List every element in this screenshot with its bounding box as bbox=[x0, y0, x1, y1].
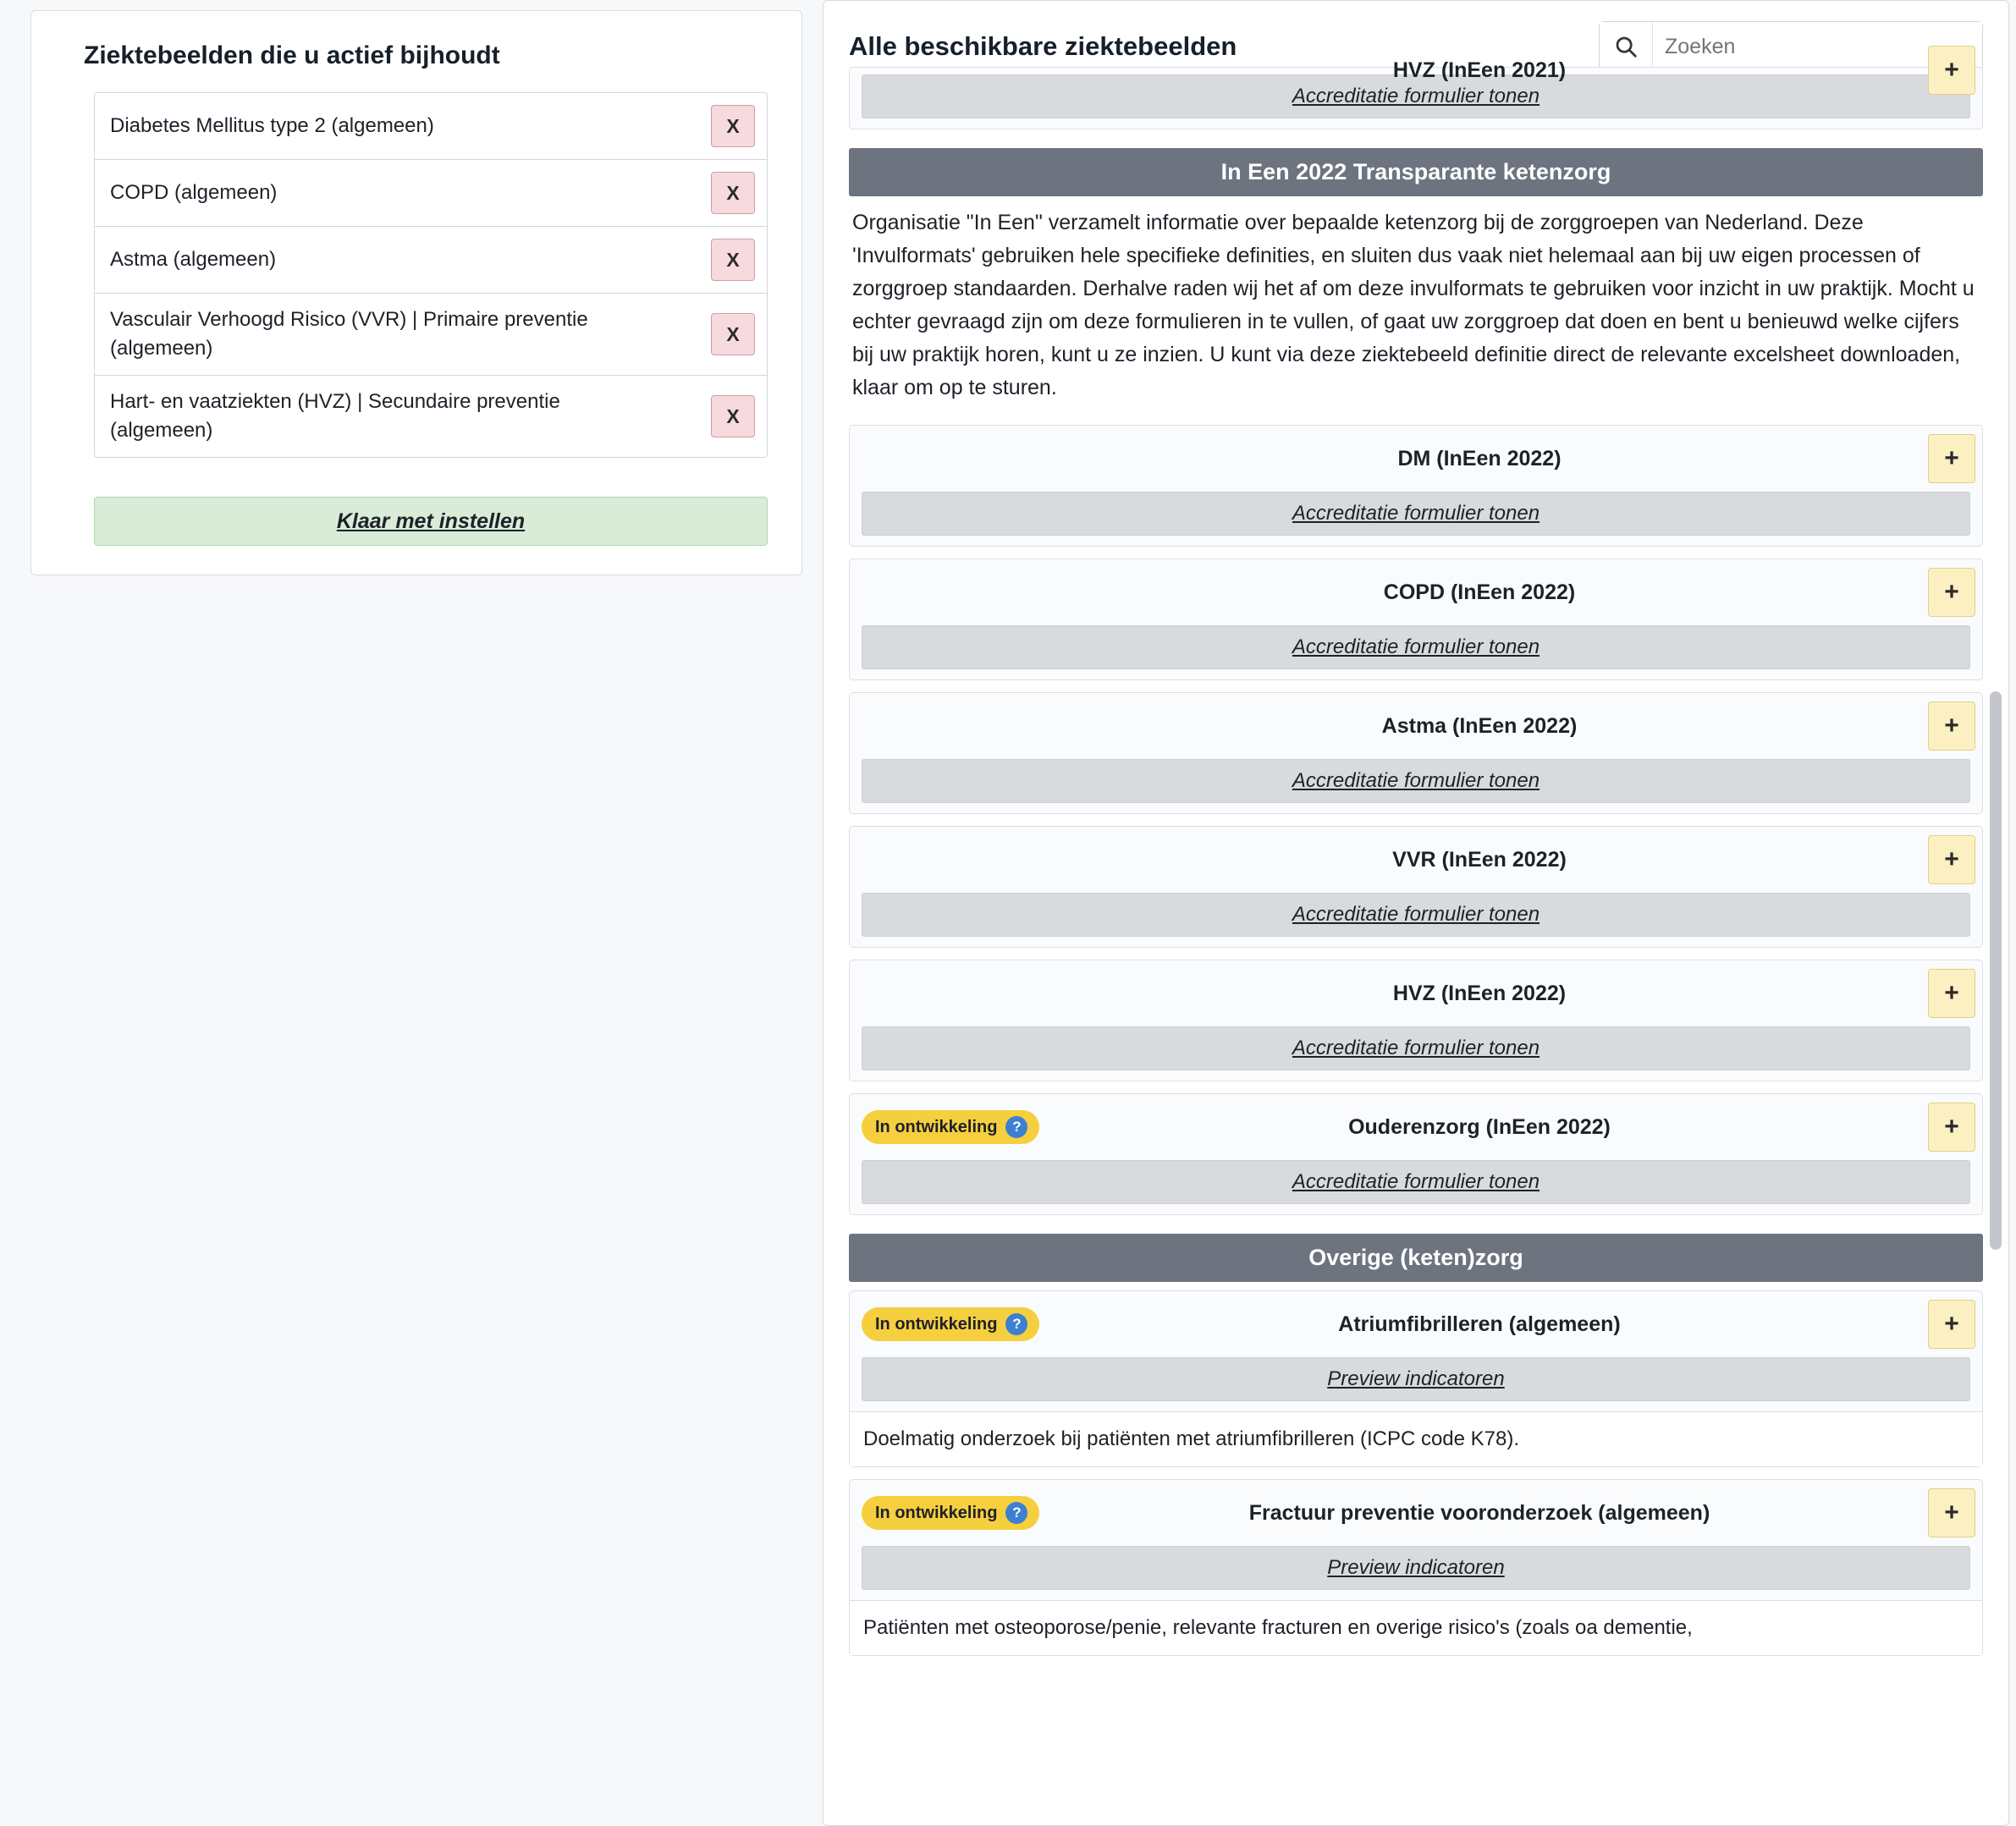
conditions-scroll-area[interactable] bbox=[823, 56, 2008, 1825]
status-badge-label: In ontwikkeling bbox=[875, 1314, 998, 1334]
status-badge bbox=[862, 1110, 1039, 1144]
card-title: VVR (InEen 2022) bbox=[1392, 847, 1567, 872]
status-badge-label: In ontwikkeling bbox=[875, 1503, 998, 1522]
card-ouderenzorg-ineen-2022 bbox=[849, 1093, 1983, 1215]
condition-label: Astma (algemeen) bbox=[110, 247, 277, 271]
card-title: COPD (InEen 2022) bbox=[1383, 580, 1576, 604]
card-title: DM (InEen 2022) bbox=[1397, 446, 1562, 470]
card-badge-slot bbox=[862, 1307, 1031, 1341]
condition-label: Diabetes Mellitus type 2 (algemeen) bbox=[110, 113, 434, 137]
show-accreditation-form-link[interactable]: Accreditatie formulier tonen bbox=[862, 74, 1970, 118]
add-condition-button[interactable]: + bbox=[1928, 1300, 1975, 1349]
list-item bbox=[95, 93, 767, 160]
preview-indicators-link[interactable]: Preview indicatoren bbox=[862, 1546, 1970, 1590]
done-setup-button[interactable]: Klaar met instellen bbox=[94, 497, 768, 546]
condition-label: Hart- en vaatziekten (HVZ) | Secundaire preventie (algemeen) bbox=[110, 390, 560, 443]
card-badge-slot bbox=[862, 1496, 1031, 1530]
list-item bbox=[95, 376, 767, 457]
card-title: HVZ (InEen 2022) bbox=[1392, 981, 1567, 1005]
add-condition-button[interactable]: + bbox=[1928, 568, 1975, 617]
show-accreditation-form-link[interactable]: Accreditatie formulier tonen bbox=[862, 492, 1970, 536]
card-fractuur-preventie bbox=[849, 1479, 1983, 1656]
status-badge bbox=[862, 1496, 1039, 1530]
section-intro-text: Organisatie "In Een" verzamelt informatie over bepaalde ketenzorg bij de zorggroepen van Nederland. Deze 'Invulformats' gebruiken hele specifieke definities, en sluiten dus vaak niet helemaal aan bij uw eigen processen of zorggroep standaarden. Derhalve raden wij het af om deze invulformats te gebruiken voor inzicht in uw praktijk. Mocht u echter gevraagd zijn om deze formulieren in te vullen, of gaat uw zorggroep dat doen en bent u benieuwd welke cijfers bij uw praktijk horen, kunt u ze inzien. U kunt via deze ziektebeeld definitie direct de relevante excelsheet downloaden, klaar om op te sturen. bbox=[852, 211, 1975, 399]
card-badge-slot bbox=[862, 1110, 1031, 1144]
page-title: Ziektebeelden die u actief bijhoudt bbox=[84, 41, 500, 69]
remove-condition-button[interactable]: X bbox=[711, 395, 755, 437]
available-conditions-panel bbox=[823, 0, 2009, 1826]
list-item bbox=[95, 160, 767, 227]
show-accreditation-form-link[interactable]: Accreditatie formulier tonen bbox=[862, 625, 1970, 669]
remove-condition-button[interactable]: X bbox=[711, 239, 755, 281]
section-header-overige-ketenzorg: Overige (keten)zorg bbox=[849, 1234, 1983, 1282]
status-badge-label: In ontwikkeling bbox=[875, 1117, 998, 1136]
remove-condition-button[interactable]: X bbox=[711, 172, 755, 214]
add-condition-button[interactable]: + bbox=[1928, 1488, 1975, 1537]
section-header-ineen-2022: In Een 2022 Transparante ketenzorg bbox=[849, 148, 1983, 196]
add-condition-button[interactable]: + bbox=[1928, 1103, 1975, 1152]
scrollbar-track[interactable] bbox=[1990, 82, 2002, 1817]
condition-label: Vasculair Verhoogd Risico (VVR) | Primaire preventie (algemeen) bbox=[110, 308, 588, 360]
add-condition-button[interactable]: + bbox=[1928, 835, 1975, 884]
scrollbar-thumb[interactable] bbox=[1990, 691, 2002, 1250]
card-title: Atriumfibrilleren (algemeen) bbox=[1338, 1312, 1621, 1336]
section-title: Alle beschikbare ziektebeelden bbox=[849, 31, 1237, 61]
add-condition-button[interactable]: + bbox=[1928, 434, 1975, 483]
show-accreditation-form-link[interactable]: Accreditatie formulier tonen bbox=[862, 1026, 1970, 1070]
list-item bbox=[95, 294, 767, 376]
help-icon[interactable]: ? bbox=[1005, 1313, 1027, 1335]
help-icon[interactable]: ? bbox=[1005, 1116, 1027, 1138]
active-conditions-panel bbox=[30, 10, 802, 575]
card-vvr-ineen-2022 bbox=[849, 826, 1983, 948]
card-title: HVZ (InEen 2021) bbox=[1392, 58, 1567, 82]
show-accreditation-form-link[interactable]: Accreditatie formulier tonen bbox=[862, 759, 1970, 803]
card-copd-ineen-2022 bbox=[849, 558, 1983, 680]
list-item bbox=[95, 227, 767, 294]
card-hvz-ineen-2022 bbox=[849, 960, 1983, 1081]
card-title: Ouderenzorg (InEen 2022) bbox=[1348, 1114, 1611, 1139]
show-accreditation-form-link[interactable]: Accreditatie formulier tonen bbox=[862, 893, 1970, 937]
add-condition-button[interactable]: + bbox=[1928, 969, 1975, 1018]
add-condition-button[interactable]: + bbox=[1928, 701, 1975, 751]
preview-indicators-link[interactable]: Preview indicatoren bbox=[862, 1357, 1970, 1401]
remove-condition-button[interactable]: X bbox=[711, 105, 755, 147]
help-icon[interactable]: ? bbox=[1005, 1502, 1027, 1524]
card-dm-ineen-2022 bbox=[849, 425, 1983, 547]
card-title: Astma (InEen 2022) bbox=[1381, 713, 1578, 738]
active-conditions-list bbox=[94, 92, 768, 458]
card-atriumfibrilleren bbox=[849, 1290, 1983, 1467]
card-astma-ineen-2022 bbox=[849, 692, 1983, 814]
card-hvz-ineen-2021 bbox=[849, 56, 1983, 129]
add-condition-button[interactable]: + bbox=[1928, 46, 1975, 95]
card-description: Doelmatig onderzoek bij patiënten met atriumfibrilleren (ICPC code K78). bbox=[850, 1411, 1982, 1466]
card-description: Patiënten met osteoporose/penie, relevante fracturen en overige risico's (zoals oa dementie, bbox=[850, 1600, 1982, 1655]
status-badge bbox=[862, 1307, 1039, 1341]
show-accreditation-form-link[interactable]: Accreditatie formulier tonen bbox=[862, 1160, 1970, 1204]
remove-condition-button[interactable]: X bbox=[711, 313, 755, 355]
card-title: Fractuur preventie vooronderzoek (algemeen) bbox=[1248, 1500, 1710, 1525]
condition-label: COPD (algemeen) bbox=[110, 180, 278, 204]
